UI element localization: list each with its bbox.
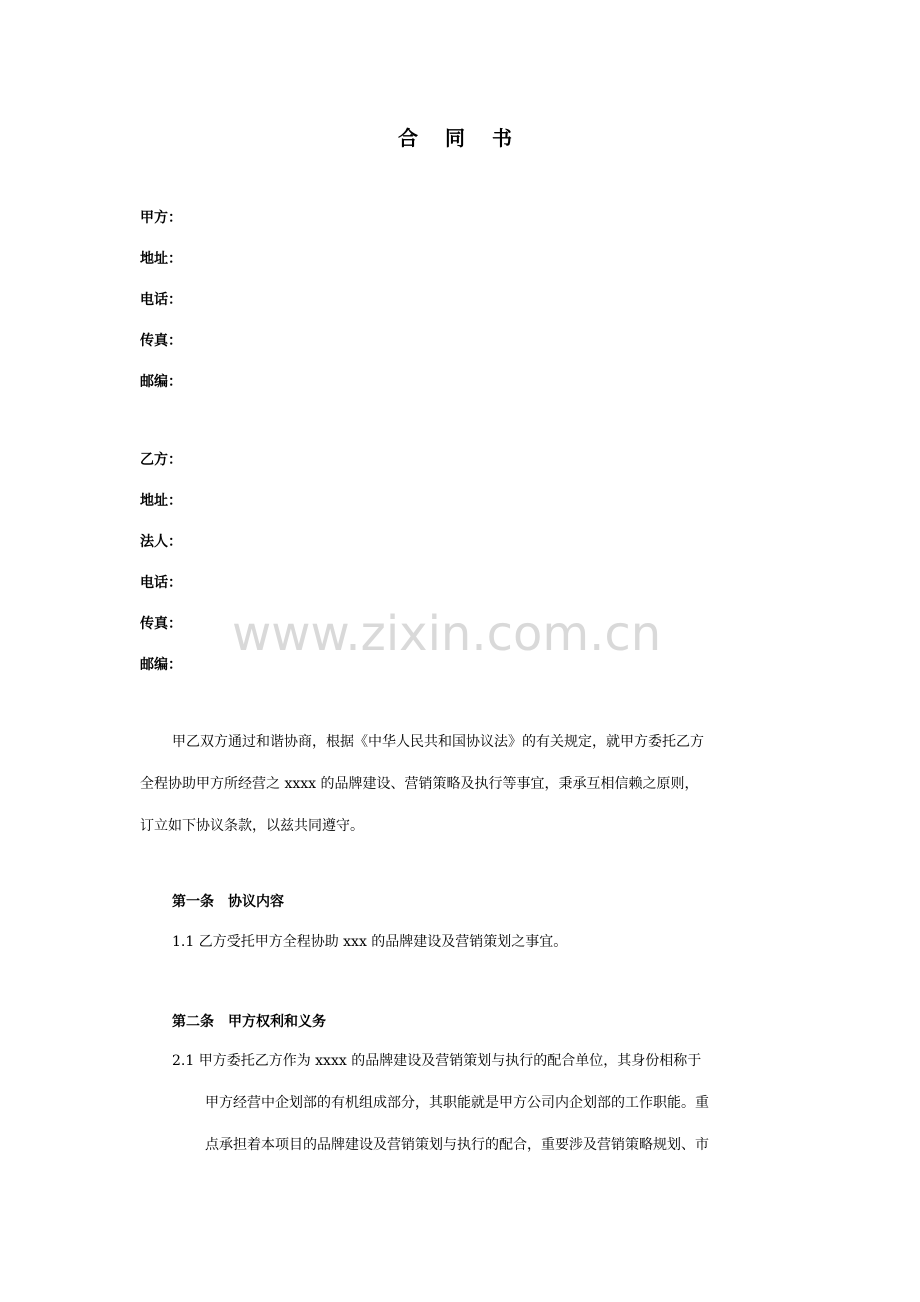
intro-line: 订立如下协议条款，以兹共同遵守。 [140, 818, 364, 834]
party-a-address-label: 地址： [140, 251, 182, 267]
party-b-phone-label: 电话： [140, 575, 182, 591]
clause-2-1-line: 甲方经营中企划部的有机组成部分，其职能就是甲方公司内企划部的工作职能。重 [205, 1095, 709, 1111]
clause-2-1 [172, 1051, 792, 1155]
watermark: www.zixin.com.cn [232, 606, 662, 662]
article-2-heading: 第二条 甲方权利和义务 [172, 1014, 326, 1030]
clause-2-1-line: 点承担着本项目的品牌建设及营销策划与执行的配合，重要涉及营销策略规划、市 [205, 1137, 709, 1153]
party-a-phone-label: 电话： [140, 292, 182, 308]
party-b-label: 乙方： [140, 452, 182, 468]
party-b-legal-rep-label: 法人： [140, 534, 182, 550]
party-a-label: 甲方： [140, 210, 182, 226]
party-a-fax-label: 传真： [140, 333, 182, 349]
party-b-postcode-label: 邮编： [140, 657, 182, 673]
party-b-address-label: 地址： [140, 493, 182, 509]
party-b-fax-label: 传真： [140, 616, 182, 632]
intro-line: 全程协助甲方所经营之 xxxx 的品牌建设、营销策略及执行等事宜，秉承互相信赖之原则， [140, 776, 699, 792]
clause-1-1: 1.1 乙方受托甲方全程协助 xxx 的品牌建设及营销策划之事宜。 [172, 934, 568, 950]
intro-paragraph [140, 721, 780, 847]
party-a-postcode-label: 邮编： [140, 374, 182, 390]
document-title: 合 同 书 [398, 126, 522, 150]
article-1-heading: 第一条 协议内容 [172, 894, 284, 910]
clause-2-1-line: 2.1 甲方委托乙方作为 xxxx 的品牌建设及营销策划与执行的配合单位，其身份相称于 [172, 1053, 702, 1069]
intro-line: 甲乙双方通过和谐协商，根据《中华人民共和国协议法》的有关规定，就甲方委托乙方 [172, 734, 704, 750]
